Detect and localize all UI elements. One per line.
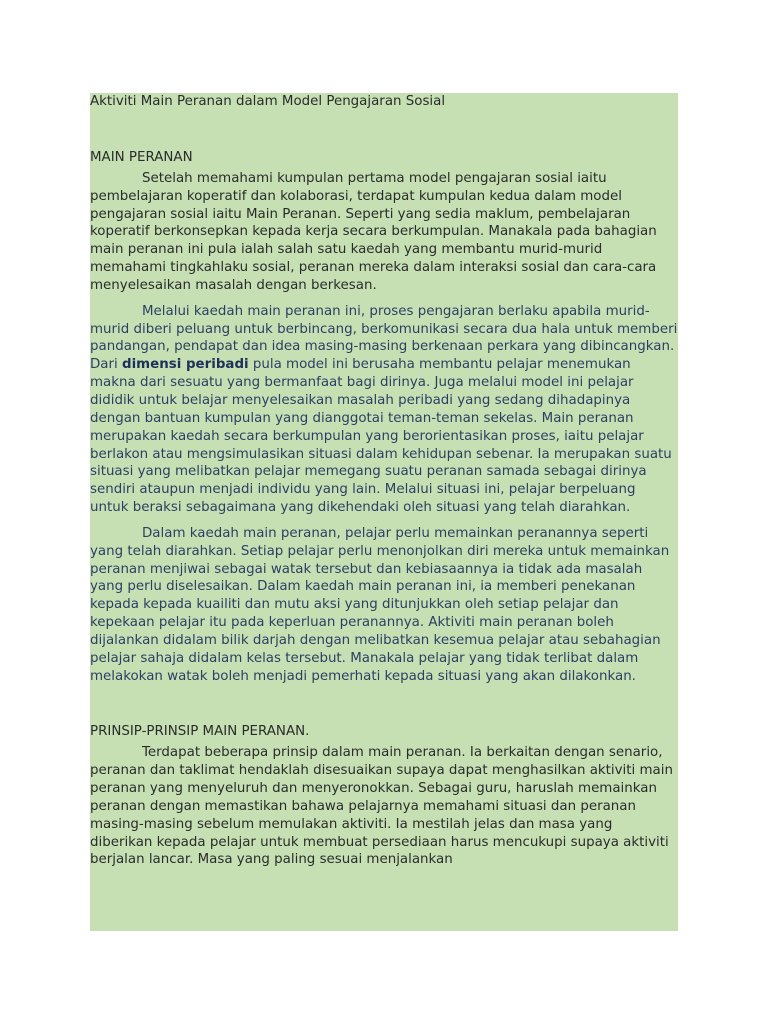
paragraph-text: Terdapat beberapa prinsip dalam main peranan. Ia berkaitan dengan senario, peranan dan taklimat hendaklah disesuaikan supaya dapat menghasilkan aktiviti main peranan yang menyeluruh dan menyeronokkan. Sebagai guru, haruslah memainkan peranan dengan memastikan bahawa pelajarnya memahami situasi dan peranan masing-masing sebelum memulakan aktiviti. Ia mestilah jelas dan masa yang diberikan kepada pelajar untuk membuat persediaan harus mencukupi supaya aktiviti berjalan lancar. Masa yang paling sesuai menjalankan <box>90 745 673 868</box>
paragraph-text: Setelah memahami kumpulan pertama model pengajaran sosial iaitu pembelajaran koperatif dan kolaborasi, terdapat kumpulan kedua dalam model pengajaran sosial iaitu Main Peranan. Seperti yang sedia maklum, pembelajaran koperatif berkonsepkan kepada kerja secara berkumpulan. Manakala pada bahagian main peranan ini pula ialah salah satu kaedah yang membantu murid-murid memahami tingkahlaku sosial, peranan mereka dalam interaksi sosial dan cara-cara menyelesaikan masalah dengan berkesan. <box>90 170 657 293</box>
paragraph-text: Dalam kaedah main peranan, pelajar perlu memainkan peranannya seperti yang telah diarahkan. Setiap pelajar perlu menonjolkan diri mereka untuk memainkan peranan menjiwai sebagai watak tersebut dan kebiasaannya ia tidak ada masalah yang perlu diselesaikan. Dalam kaedah main peranan ini, ia memberi penekanan kepada kepada kuailiti dan mutu aksi yang ditunjukkan oleh setiap pelajar dan kepekaan pelajar itu pada keperluan peranannya. Aktiviti main peranan boleh dijalankan didalam bilik darjah dengan melibatkan kesemua pelajar atau sebahagian pelajar sahaja didalam kelas tersebut. Manakala pelajar yang tidak terlibat dalam melakokan watak boleh menjadi pemerhati kepada situasi yang akan dilakonkan. <box>90 525 670 684</box>
bold-term-dimensi-peribadi: dimensi peribadi <box>122 357 249 373</box>
paragraph-dalam-kaedah <box>90 525 678 686</box>
paragraph-kaedah <box>90 303 678 517</box>
document-page <box>90 93 678 931</box>
document-title: Aktiviti Main Peranan dalam Model Pengajaran Sosial <box>90 94 446 109</box>
section-heading-main-peranan: MAIN PERANAN <box>90 150 193 165</box>
paragraph-text-after: pula model ini berusaha membantu pelajar menemukan makna dari sesuatu yang bermanfaat bagi dirinya. Juga melalui model ini pelajar dididik untuk belajar menyelesaikan masalah peribadi yang sedang dihadapinya dengan bantuan kumpulan yang dianggotai teman-teman sekelas. Main peranan merupakan kaedah secara berkumpulan yang berorientasikan proses, iaitu pelajar berlakon atau mengsimulasikan situasi dalam kehidupan sebenar. Ia merupakan suatu situasi yang melibatkan pelajar memegang suatu peranan samada sebagai dirinya sendiri ataupun menjadi individu yang lain. Melalui situasi ini, pelajar berpeluang untuk beraksi sebagaimana yang dikehendaki oleh situasi yang telah diarahkan. <box>90 357 672 516</box>
paragraph-text-before: Melalui kaedah main peranan ini, proses pengajaran berlaku apabila murid-murid diberi peluang untuk berbincang, berkomunikasi secara dua hala untuk memberi pandangan, pendapat dan idea masing-masing berkenaan perkara yang dibincangkan. Dari <box>90 303 678 373</box>
paragraph-prinsip <box>90 744 678 869</box>
paragraph-intro <box>90 170 678 295</box>
section-heading-prinsip: PRINSIP-PRINSIP MAIN PERANAN. <box>90 724 310 740</box>
